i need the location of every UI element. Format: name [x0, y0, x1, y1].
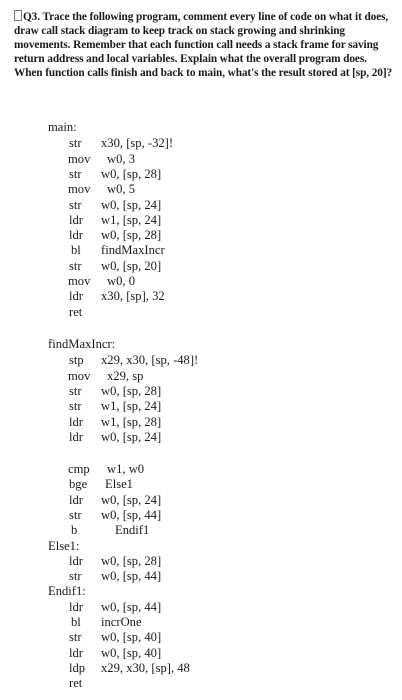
instruction-operands: w0, [sp, 28] [101, 228, 162, 243]
instruction-operands: x29, sp [107, 368, 144, 383]
instruction-operands: incrOne [101, 615, 142, 629]
instruction-mnemonic: stp [69, 353, 84, 368]
instruction-mnemonic: ldr [69, 553, 83, 568]
instruction-mnemonic: bl [71, 243, 81, 258]
question-body: Q3. Trace the following program, comment every line of code on what it does, draw call stack diagram to keep track on stack growing and shrinking movements. Remember that each function call needs a stack frame for saving return address and local variables. Explain what the overall program does. When function calls finish and back to main, what's the result stored at [sp, 20]? [14, 11, 393, 79]
instruction-operands: Endif1 [115, 523, 150, 538]
instruction-mnemonic: str [69, 383, 82, 398]
instruction-mnemonic: ret [69, 304, 83, 319]
instruction-operands: w0, [sp, 24] [101, 492, 162, 507]
instruction-mnemonic: str [69, 197, 82, 212]
instruction-mnemonic: b [71, 523, 78, 538]
instruction-operands: Else1 [105, 477, 133, 492]
instruction-mnemonic: str [69, 630, 82, 645]
instruction-operands: w0, 0 [107, 274, 135, 288]
code-label: findMaxIncr: [48, 337, 116, 351]
instruction-operands: w0, [sp, 24] [101, 429, 162, 444]
instruction-operands: findMaxIncr [101, 243, 165, 258]
instruction-operands: x30, [sp, -32]! [101, 136, 174, 151]
instruction-mnemonic: str [69, 136, 82, 151]
instruction-operands: w0, [sp, 40] [101, 645, 162, 660]
instruction-operands: w0, [sp, 44] [101, 599, 162, 614]
instruction-mnemonic: mov [68, 368, 91, 383]
instruction-mnemonic: ldr [69, 645, 83, 660]
instruction-operands: x29, x30, [sp], 48 [101, 660, 190, 675]
instruction-operands: x30, [sp], 32 [101, 289, 165, 304]
code-label: Endif1: [48, 584, 86, 599]
instruction-mnemonic: mov [68, 151, 91, 166]
instruction-mnemonic: str [69, 258, 82, 273]
instruction-mnemonic: ldr [69, 414, 83, 429]
code-label: main: [48, 120, 77, 134]
instruction-operands: w0, [sp, 20] [101, 258, 162, 273]
instruction-operands: w0, [sp, 44] [101, 569, 162, 584]
instruction-mnemonic: str [69, 166, 82, 181]
instruction-mnemonic: ldr [69, 212, 83, 227]
instruction-mnemonic: ret [69, 676, 83, 691]
code-label: Else1: [48, 538, 80, 553]
instruction-operands: w1, w0 [107, 462, 145, 476]
instruction-mnemonic: ldr [69, 289, 83, 304]
instruction-operands: w0, [sp, 28] [101, 166, 162, 181]
instruction-mnemonic: bl [71, 615, 81, 629]
instruction-mnemonic: str [69, 399, 82, 414]
instruction-mnemonic: mov [68, 274, 91, 288]
instruction-mnemonic: ldp [69, 660, 86, 675]
instruction-operands: w0, [sp, 28] [101, 553, 162, 568]
instruction-operands: w1, [sp, 24] [101, 399, 162, 414]
instruction-mnemonic: str [69, 569, 82, 584]
instruction-operands: w0, 3 [107, 151, 135, 166]
instruction-operands: w0, [sp, 40] [101, 630, 162, 645]
instruction-operands: w1, [sp, 24] [101, 212, 162, 227]
instruction-mnemonic: ldr [69, 228, 83, 243]
instruction-mnemonic: mov [68, 182, 91, 197]
instruction-mnemonic: ldr [69, 429, 83, 444]
instruction-operands: w0, [sp, 44] [101, 507, 162, 522]
instruction-operands: w0, 5 [107, 182, 135, 197]
instruction-operands: w0, [sp, 24] [101, 197, 162, 212]
instruction-mnemonic: ldr [69, 599, 83, 614]
instruction-mnemonic: cmp [68, 462, 90, 476]
instruction-operands: x29, x30, [sp, -48]! [101, 353, 199, 368]
instruction-operands: w1, [sp, 28] [101, 414, 162, 429]
instruction-operands: w0, [sp, 28] [101, 383, 162, 398]
instruction-mnemonic: str [69, 507, 82, 522]
instruction-mnemonic: ldr [69, 492, 83, 507]
instruction-mnemonic: bge [69, 477, 88, 492]
